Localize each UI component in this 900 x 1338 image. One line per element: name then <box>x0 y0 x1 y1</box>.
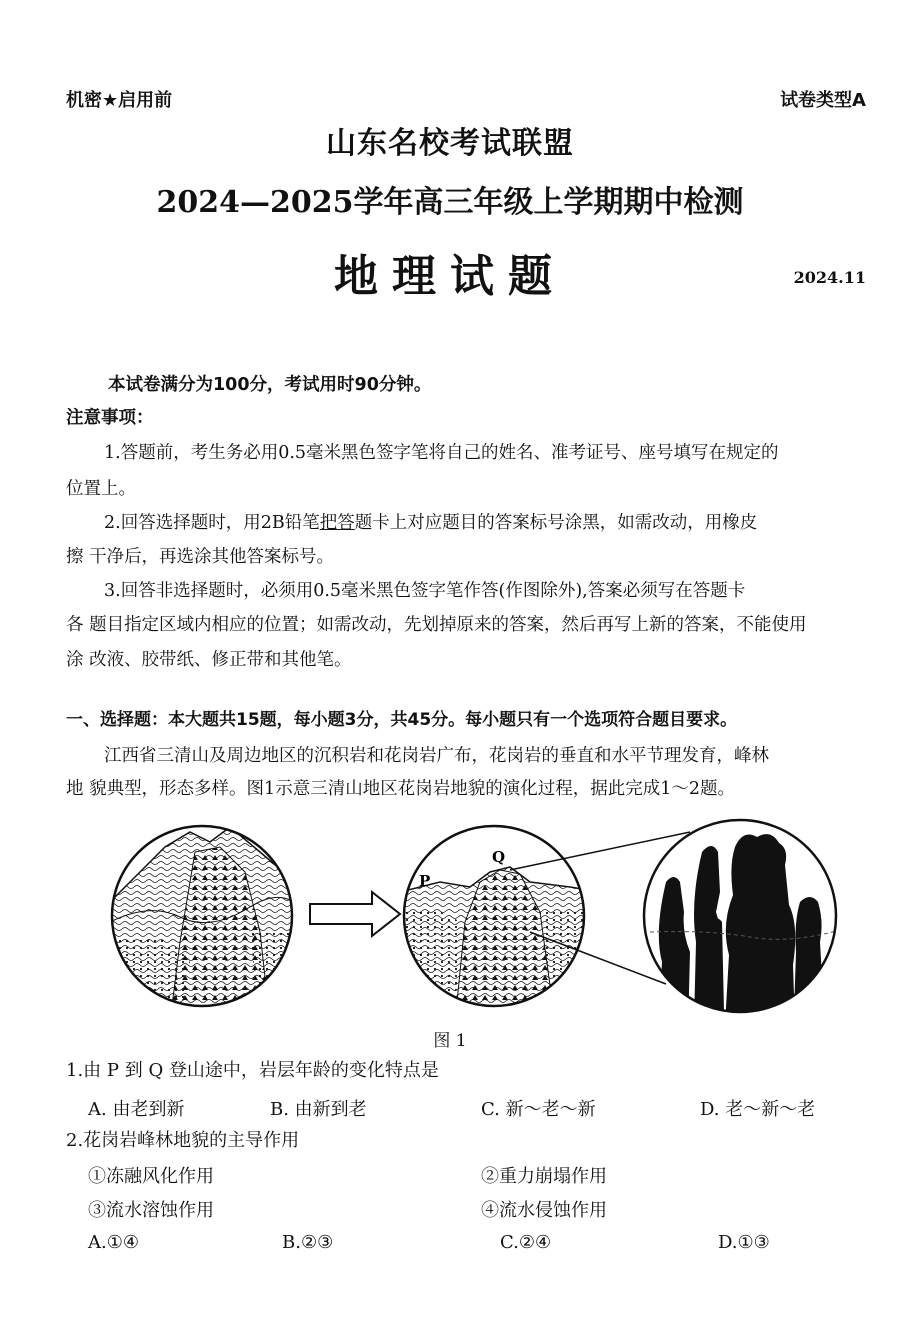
q2-item-3: ③流水溶蚀作用 <box>88 1200 214 1221</box>
label-q: Q <box>492 848 506 866</box>
notice-2-line-1: 2.回答选择题时，用2B铅笔把答题卡上对应题目的答案标号涂黑，如需改动，用橡皮 <box>104 513 758 533</box>
q2-stem: 2.花岗岩峰林地貌的主导作用 <box>66 1130 300 1151</box>
q2-option-d[interactable]: D.①③ <box>718 1232 770 1253</box>
figure-1-granite-evolution <box>110 812 850 1022</box>
notice-2-line-2: 擦 干净后，再选涂其他答案标号。 <box>66 547 335 567</box>
label-p: P <box>419 872 431 890</box>
q1-stem: 1.由 P 到 Q 登山途中，岩层年龄的变化特点是 <box>66 1060 439 1081</box>
q2-option-c[interactable]: C.②④ <box>500 1232 552 1253</box>
paper-type-label: 试卷类型A <box>780 90 866 111</box>
evolution-arrow <box>310 892 400 936</box>
score-time-note: 本试卷满分为100分，考试用时90分钟。 <box>108 375 432 395</box>
confidential-label: 机密★启用前 <box>66 90 173 111</box>
q2-option-a[interactable]: A.①④ <box>88 1232 139 1253</box>
q2-item-1: ①冻融风化作用 <box>88 1166 214 1187</box>
figure-1-caption: 图 1 <box>433 1031 467 1051</box>
q2-option-b[interactable]: B.②③ <box>282 1232 334 1253</box>
notice-3-line-3: 涂 改液、胶带纸、修正带和其他笔。 <box>66 650 352 670</box>
notice-1-line-2: 位置上。 <box>66 479 136 499</box>
q2-item-2: ②重力崩塌作用 <box>481 1166 607 1187</box>
question-stem-line-2: 地 貌典型，形态多样。图1示意三清山地区花岗岩地貌的演化过程，据此完成1～2题。 <box>66 779 735 799</box>
notice-1-line-1: 1.答题前，考生务必用0.5毫米黑色签字笔将自己的姓名、准考证号、座号填写在规定的 <box>104 443 779 463</box>
section-1-title: 一、选择题：本大题共15题，每小题3分，共45分。每小题只有一个选项符合题目要求。 <box>66 710 738 730</box>
question-stem-line-1: 江西省三清山及周边地区的沉积岩和花岗岩广布，花岗岩的垂直和水平节理发育，峰林 <box>104 746 769 766</box>
subject-title: 地理试题 <box>334 251 566 302</box>
q2-item-4: ④流水侵蚀作用 <box>481 1200 607 1221</box>
stage-3-zoom-diagram <box>640 812 840 1022</box>
notice-3-line-1: 3.回答非选择题时，必须用0.5毫米黑色签字笔作答(作图除外),答案必须写在答题卡 <box>104 581 746 601</box>
q1-option-a[interactable]: A. 由老到新 <box>88 1099 185 1120</box>
q1-option-d[interactable]: D. 老～新～老 <box>700 1099 816 1120</box>
notice-3-line-2: 各 题目指定区域内相应的位置；如需改动，先划掉原来的答案，然后再写上新的答案，不能使用 <box>66 615 807 635</box>
notice-title: 注意事项： <box>66 408 154 428</box>
stage-2-diagram <box>400 812 600 1022</box>
stage-1-diagram <box>110 812 310 1022</box>
q1-option-c[interactable]: C. 新～老～新 <box>481 1099 596 1120</box>
exam-name-title: 2024—2025学年高三年级上学期期中检测 <box>156 185 744 220</box>
exam-org-title: 山东名校考试联盟 <box>326 126 574 161</box>
q1-option-b[interactable]: B. 由新到老 <box>270 1099 367 1120</box>
exam-date: 2024.11 <box>793 268 866 287</box>
